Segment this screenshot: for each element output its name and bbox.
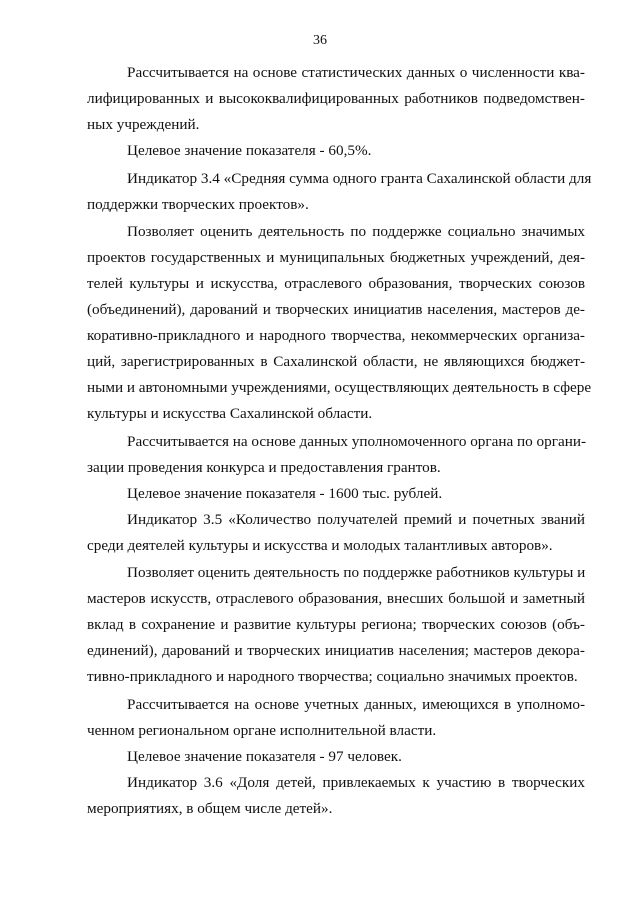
text-line: Позволяет оценить деятельность по поддержке социально значимых — [127, 223, 585, 240]
text-line: ных учреждений. — [87, 116, 200, 133]
text-line: ченном региональном органе исполнительной власти. — [87, 722, 437, 739]
text-line: поддержки творческих проектов». — [87, 196, 309, 213]
text-line: Индикатор 3.5 «Количество получателей премий и почетных званий — [127, 511, 585, 528]
text-line: Позволяет оценить деятельность по поддержке работников культуры и — [127, 564, 586, 581]
text-line: Индикатор 3.4 «Средняя сумма одного гранта Сахалинской области для — [127, 170, 592, 187]
text-line: лифицированных и высококвалифицированных работников подведомствен- — [87, 90, 585, 107]
text-line: (объединений), дарований и творческих инициатив населения, мастеров де- — [87, 301, 585, 318]
text-line: коративно-прикладного и народного творчества, некоммерческих организа- — [87, 327, 585, 344]
text-line: Целевое значение показателя - 97 человек. — [127, 748, 402, 765]
text-line: среди деятелей культуры и искусства и молодых талантливых авторов». — [87, 537, 553, 554]
text-line: Целевое значение показателя - 1600 тыс. рублей. — [127, 485, 443, 502]
text-line: вклад в сохранение и развитие культуры региона; творческих союзов (объ- — [87, 616, 585, 633]
text-line: Рассчитывается на основе учетных данных, имеющихся в уполномо- — [127, 696, 585, 713]
text-line: тивно-прикладного и народного творчества; социально значимых проектов. — [87, 668, 578, 685]
page-number: 36 — [313, 33, 327, 48]
text-line: зации проведения конкурса и предоставления грантов. — [87, 459, 441, 476]
text-line: мероприятиях, в общем числе детей». — [87, 800, 333, 817]
text-line: телей культуры и искусства, отраслевого образования, творческих союзов — [87, 275, 585, 292]
text-line: Рассчитывается на основе статистических данных о численности ква- — [127, 64, 585, 81]
text-line: Рассчитывается на основе данных уполномоченного органа по органи- — [127, 433, 587, 450]
text-line: проектов государственных и муниципальных бюджетных учреждений, дея- — [87, 249, 585, 266]
text-line: мастеров искусств, отраслевого образования, внесших большой и заметный — [87, 590, 585, 607]
text-line: ными и автономными учреждениями, осуществляющих деятельность в сфере — [87, 379, 592, 396]
text-line: Индикатор 3.6 «Доля детей, привлекаемых к участию в творческих — [127, 774, 585, 791]
text-line: Целевое значение показателя - 60,5%. — [127, 142, 372, 159]
text-line: ций, зарегистрированных в Сахалинской области, не являющихся бюджет- — [87, 353, 585, 370]
text-line: культуры и искусства Сахалинской области. — [87, 405, 373, 422]
text-line: единений), дарований и творческих инициатив населения; мастеров декора- — [87, 642, 585, 659]
